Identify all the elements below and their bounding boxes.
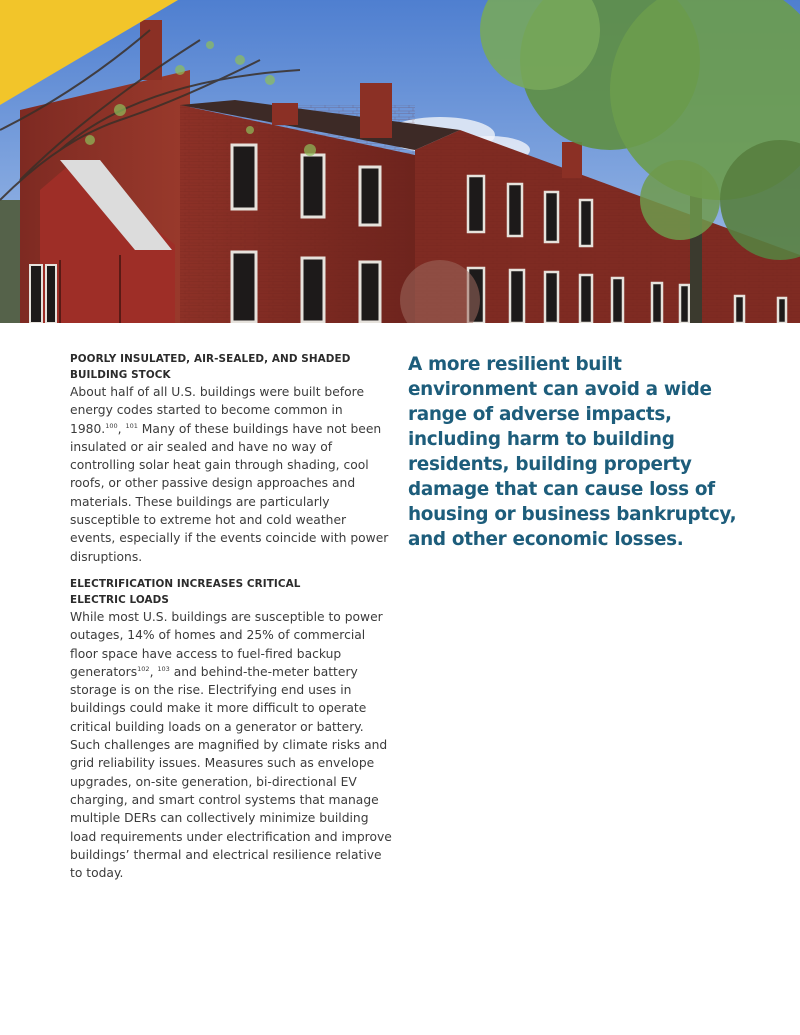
section-body-electrification: While most U.S. buildings are susceptible to power outages, 14% of homes and 25% of commercial floor space have access to fuel-fired backup generators$^{102}$, $^{103}$ and behind-the-meter battery storage is on the rise. Electrifying end uses in buildings could make it more difficult to operate critical building loads on a generator or battery. Such challenges are magnified by climate risks and grid reliability issues. Measures such as envelope upgrades, on-site generation, bi-directional EV charging, and smart control systems that manage multiple DERs can collectively minimize building load requirements under electrification and improve buildings’ thermal and electrical resilience relative to today. [70, 609, 392, 881]
left-column [70, 351, 392, 892]
section-body-building-stock: About half of all U.S. buildings were built before energy codes started to become common in 1980.$^{100}$, $^{101}$ Many of these buildings have not been insulated or air sealed and have no way of controlling solar heat gain through shading, cool roofs, or other passive design approaches and materials. These buildings are particularly susceptible to extreme hot and cold weather events, especially if the events coincide with power disruptions. [70, 385, 389, 564]
brick-building-photo [0, 0, 800, 323]
footnote-ref: 102 [137, 664, 150, 673]
section-heading-building-stock: POORLY INSULATED, AIR-SEALED, AND SHADED BUILDING STOCK [70, 353, 351, 381]
footnote-ref: 100 [105, 421, 118, 430]
section-heading-electrification: ELECTRIFICATION INCREASES CRITICAL ELECTRIC LOADS [70, 577, 301, 606]
footnote-ref: 101 [125, 421, 138, 430]
pull-quote: A more resilient built environment can avoid a wide range of adverse impacts, including harm to building residents, building property damage that can cause loss of housing or business bankruptcy, and other economic losses. [408, 354, 737, 550]
footnote-ref: 103 [157, 664, 170, 673]
header-photo [0, 0, 800, 323]
